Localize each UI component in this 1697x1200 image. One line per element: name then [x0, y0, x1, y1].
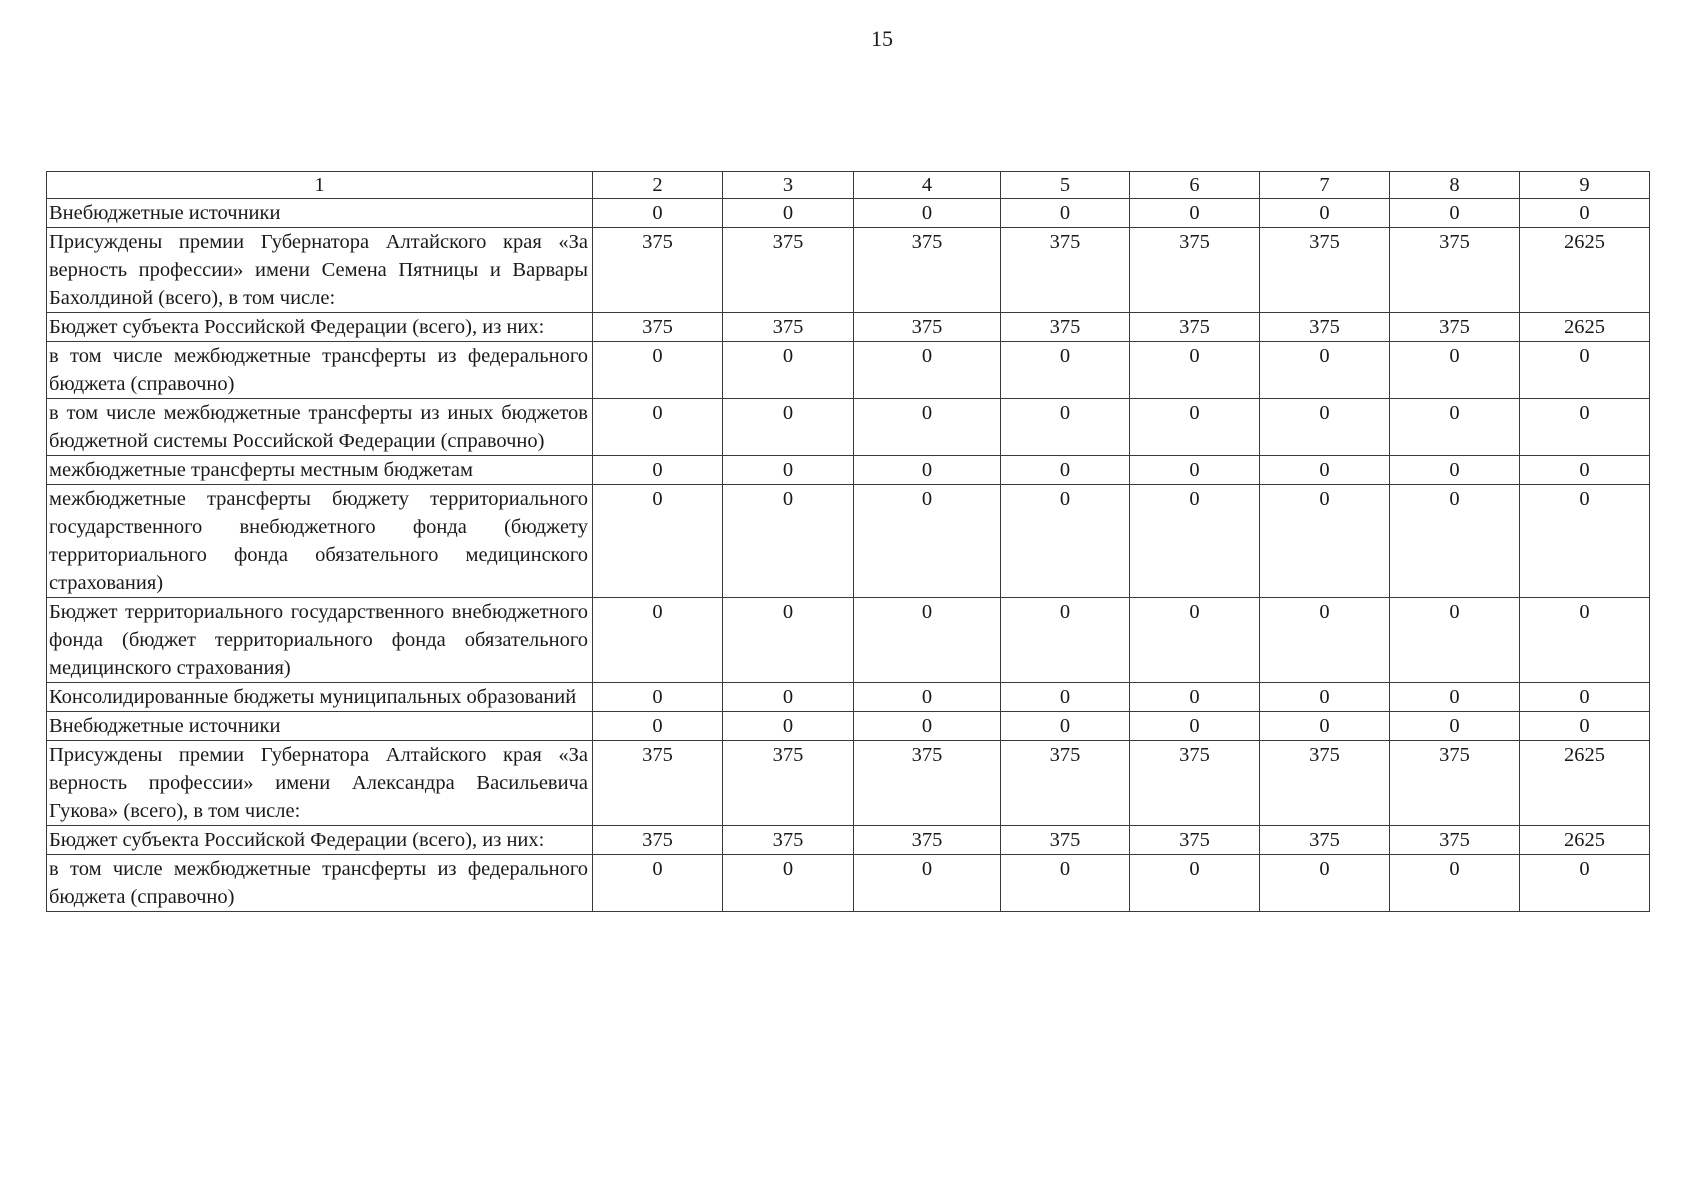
row-value: 0	[723, 683, 854, 712]
row-value: 0	[723, 485, 854, 598]
row-value: 375	[1260, 313, 1390, 342]
row-value: 375	[1260, 228, 1390, 313]
row-value: 0	[723, 598, 854, 683]
row-value: 0	[593, 683, 723, 712]
row-value: 0	[1260, 683, 1390, 712]
column-number: 5	[1001, 172, 1130, 199]
row-value: 0	[1390, 855, 1520, 912]
row-value: 0	[1130, 598, 1260, 683]
row-label: межбюджетные трансферты бюджету территориального государственного внебюджетного фонда (бюджету территориального фонда обязательного медицинского страхования)	[47, 485, 593, 598]
budget-table	[46, 171, 1650, 912]
row-value: 0	[854, 683, 1001, 712]
row-value: 0	[1130, 342, 1260, 399]
row-value: 2625	[1520, 741, 1650, 826]
row-label: межбюджетные трансферты местным бюджетам	[47, 456, 593, 485]
row-value: 0	[1130, 683, 1260, 712]
table-row	[47, 826, 1650, 855]
row-value: 0	[1260, 712, 1390, 741]
row-value: 0	[1001, 598, 1130, 683]
row-value: 375	[1001, 826, 1130, 855]
row-label: в том числе межбюджетные трансферты из иных бюджетов бюджетной системы Российской Федерации (справочно)	[47, 399, 593, 456]
row-label: Присуждены премии Губернатора Алтайского края «За верность профессии» имени Александра Васильевича Гукова» (всего), в том числе:	[47, 741, 593, 826]
row-value: 0	[1390, 342, 1520, 399]
row-value: 375	[593, 826, 723, 855]
row-value: 375	[1390, 228, 1520, 313]
table-row	[47, 313, 1650, 342]
row-value: 2625	[1520, 228, 1650, 313]
row-value: 0	[1390, 456, 1520, 485]
row-value: 0	[1520, 399, 1650, 456]
row-value: 0	[1520, 683, 1650, 712]
row-value: 0	[1260, 456, 1390, 485]
row-value: 375	[723, 313, 854, 342]
column-number: 9	[1520, 172, 1650, 199]
row-value: 0	[854, 342, 1001, 399]
row-value: 375	[1130, 313, 1260, 342]
row-value: 0	[1001, 485, 1130, 598]
row-value: 0	[854, 456, 1001, 485]
table-row	[47, 485, 1650, 598]
row-value: 0	[1520, 598, 1650, 683]
row-value: 375	[1130, 228, 1260, 313]
row-value: 0	[1001, 712, 1130, 741]
row-value: 375	[1260, 826, 1390, 855]
row-value: 375	[1390, 826, 1520, 855]
row-value: 0	[593, 199, 723, 228]
row-value: 375	[1001, 313, 1130, 342]
table-row	[47, 598, 1650, 683]
row-value: 0	[1260, 598, 1390, 683]
row-label: Бюджет субъекта Российской Федерации (всего), из них:	[47, 313, 593, 342]
row-value: 0	[854, 399, 1001, 456]
row-value: 0	[1130, 855, 1260, 912]
row-value: 0	[1260, 342, 1390, 399]
row-value: 0	[854, 199, 1001, 228]
table-row	[47, 342, 1650, 399]
row-value: 0	[593, 342, 723, 399]
row-value: 375	[1001, 228, 1130, 313]
row-label: Внебюджетные источники	[47, 199, 593, 228]
row-value: 0	[723, 399, 854, 456]
column-number: 7	[1260, 172, 1390, 199]
row-value: 0	[1520, 855, 1650, 912]
column-number: 1	[47, 172, 593, 199]
row-value: 375	[854, 741, 1001, 826]
row-value: 0	[593, 485, 723, 598]
row-value: 0	[723, 456, 854, 485]
row-label: Внебюджетные источники	[47, 712, 593, 741]
row-value: 0	[593, 598, 723, 683]
row-value: 0	[593, 456, 723, 485]
row-value: 0	[1390, 199, 1520, 228]
row-value: 0	[854, 598, 1001, 683]
row-value: 0	[1520, 342, 1650, 399]
row-value: 375	[854, 826, 1001, 855]
row-value: 375	[1001, 741, 1130, 826]
row-label: в том числе межбюджетные трансферты из федерального бюджета (справочно)	[47, 855, 593, 912]
row-value: 375	[1260, 741, 1390, 826]
row-value: 375	[1390, 313, 1520, 342]
row-value: 375	[723, 826, 854, 855]
table-row	[47, 399, 1650, 456]
row-value: 0	[593, 399, 723, 456]
row-label: Присуждены премии Губернатора Алтайского края «За верность профессии» имени Семена Пятницы и Варвары Бахолдиной (всего), в том числе:	[47, 228, 593, 313]
row-value: 0	[1520, 456, 1650, 485]
row-value: 0	[1260, 399, 1390, 456]
row-value: 0	[854, 855, 1001, 912]
table-row	[47, 456, 1650, 485]
row-value: 0	[593, 712, 723, 741]
page-number: 15	[871, 26, 893, 51]
row-value: 2625	[1520, 826, 1650, 855]
table-row	[47, 712, 1650, 741]
row-value: 0	[723, 712, 854, 741]
column-number: 8	[1390, 172, 1520, 199]
row-value: 375	[593, 741, 723, 826]
row-value: 0	[1260, 855, 1390, 912]
row-value: 0	[723, 342, 854, 399]
row-value: 375	[723, 228, 854, 313]
column-number: 3	[723, 172, 854, 199]
table-row	[47, 683, 1650, 712]
column-number-row	[47, 172, 1650, 199]
row-value: 0	[1390, 485, 1520, 598]
row-value: 375	[593, 228, 723, 313]
row-value: 375	[1390, 741, 1520, 826]
table-row	[47, 199, 1650, 228]
row-value: 0	[1001, 456, 1130, 485]
row-value: 0	[1390, 598, 1520, 683]
row-value: 0	[1001, 199, 1130, 228]
row-value: 0	[1001, 342, 1130, 399]
row-value: 0	[1001, 855, 1130, 912]
row-value: 0	[1260, 199, 1390, 228]
row-value: 0	[1390, 399, 1520, 456]
row-value: 375	[854, 313, 1001, 342]
row-value: 375	[723, 741, 854, 826]
table-row	[47, 741, 1650, 826]
column-number: 4	[854, 172, 1001, 199]
row-value: 0	[1001, 399, 1130, 456]
row-value: 0	[1520, 199, 1650, 228]
row-value: 375	[593, 313, 723, 342]
row-label: Консолидированные бюджеты муниципальных образований	[47, 683, 593, 712]
row-value: 0	[1390, 683, 1520, 712]
row-value: 0	[1130, 456, 1260, 485]
row-value: 0	[1130, 399, 1260, 456]
row-value: 0	[1001, 683, 1130, 712]
row-value: 2625	[1520, 313, 1650, 342]
row-value: 375	[1130, 741, 1260, 826]
row-value: 0	[723, 199, 854, 228]
table-row	[47, 228, 1650, 313]
row-value: 0	[1130, 485, 1260, 598]
column-number: 6	[1130, 172, 1260, 199]
row-value: 0	[1130, 199, 1260, 228]
row-value: 0	[1260, 485, 1390, 598]
row-value: 0	[1390, 712, 1520, 741]
row-value: 0	[1520, 712, 1650, 741]
table-row	[47, 855, 1650, 912]
row-value: 375	[854, 228, 1001, 313]
row-value: 0	[854, 485, 1001, 598]
row-value: 0	[593, 855, 723, 912]
row-label: в том числе межбюджетные трансферты из федерального бюджета (справочно)	[47, 342, 593, 399]
row-value: 0	[723, 855, 854, 912]
row-value: 0	[1520, 485, 1650, 598]
row-value: 0	[1130, 712, 1260, 741]
row-label: Бюджет территориального государственного внебюджетного фонда (бюджет территориального фонда обязательного медицинского страхования)	[47, 598, 593, 683]
row-value: 0	[854, 712, 1001, 741]
column-number: 2	[593, 172, 723, 199]
row-label: Бюджет субъекта Российской Федерации (всего), из них:	[47, 826, 593, 855]
row-value: 375	[1130, 826, 1260, 855]
